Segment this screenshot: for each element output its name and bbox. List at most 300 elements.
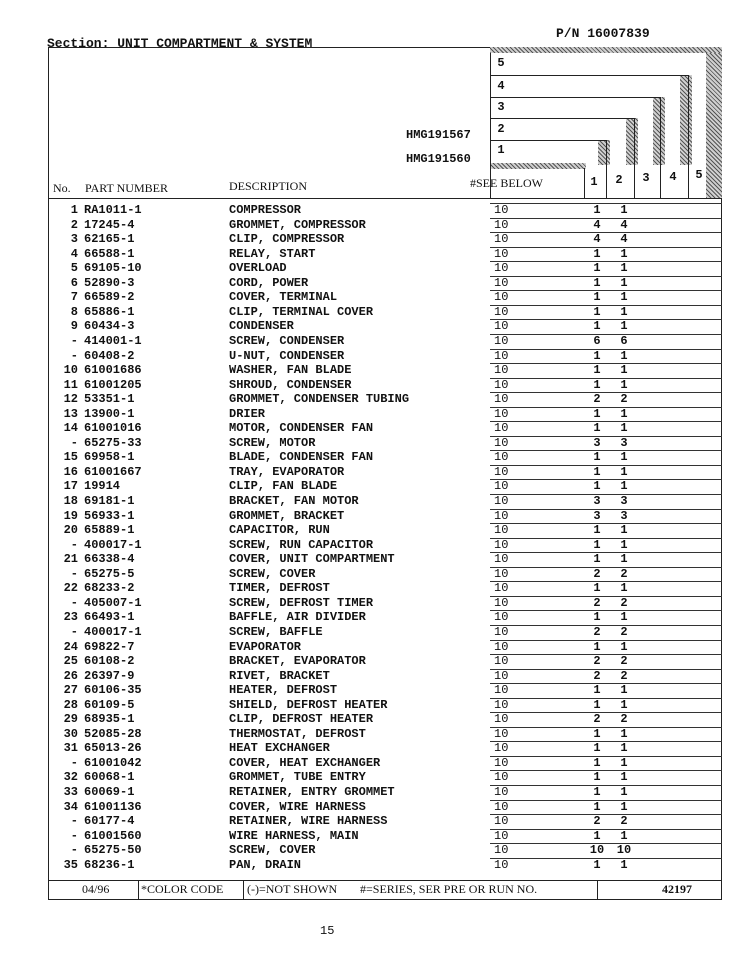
part-number: 60108-2 — [84, 654, 135, 669]
item-number: 32 — [63, 770, 78, 785]
quantity-model-2: 1 — [620, 304, 628, 319]
table-row — [0, 596, 750, 611]
quantity-model-1: 1 — [593, 319, 601, 334]
item-number: - — [70, 333, 78, 348]
part-number: 65275-5 — [84, 566, 135, 581]
section-label: Section: — [47, 36, 110, 51]
series-ref: 10 — [494, 654, 509, 669]
part-description: SCREW, RUN CAPACITOR — [229, 537, 374, 552]
part-description: GROMMET, CONDENSER TUBING — [229, 392, 410, 407]
series-ref: 10 — [494, 697, 509, 712]
quantity-model-2: 1 — [620, 639, 628, 654]
part-description: MOTOR, CONDENSER FAN — [229, 421, 374, 436]
quantity-model-2: 1 — [620, 523, 628, 538]
table-row — [0, 683, 750, 698]
part-number: 405007-1 — [84, 595, 142, 610]
part-description: CLIP, COMPRESSOR — [229, 232, 345, 247]
part-description: OVERLOAD — [229, 261, 287, 276]
series-ref: 10 — [494, 537, 509, 552]
part-description: COVER, WIRE HARNESS — [229, 799, 366, 814]
quantity-model-1: 1 — [593, 261, 601, 276]
model-number: HMG191567 — [406, 128, 471, 142]
quantity-model-1: 1 — [593, 479, 601, 494]
item-number: 15 — [63, 450, 78, 465]
series-ref: 10 — [494, 363, 509, 378]
item-number: - — [70, 537, 78, 552]
series-ref: 10 — [494, 581, 509, 596]
quantity-model-1: 2 — [593, 712, 601, 727]
series-ref: 10 — [494, 217, 509, 232]
item-number: 26 — [63, 668, 78, 683]
part-description: BRACKET, EVAPORATOR — [229, 654, 366, 669]
part-description: CORD, POWER — [229, 275, 309, 290]
item-number: 1 — [70, 203, 78, 217]
part-number: 60408-2 — [84, 348, 135, 363]
part-number: 414001-1 — [84, 333, 142, 348]
series-ref: 10 — [494, 552, 509, 567]
quantity-model-1: 1 — [593, 785, 601, 799]
table-row — [0, 741, 750, 756]
series-ref: 10 — [494, 479, 509, 494]
part-description: RETAINER, ENTRY GROMMET — [229, 785, 395, 799]
table-row — [0, 407, 750, 422]
quantity-model-1: 1 — [593, 203, 601, 217]
item-number: - — [70, 435, 78, 450]
table-row — [0, 363, 750, 378]
table-row — [0, 509, 750, 524]
part-description: HEAT EXCHANGER — [229, 741, 330, 756]
part-number: 69181-1 — [84, 494, 135, 508]
quantity-model-2: 1 — [620, 319, 628, 334]
part-number: 400017-1 — [84, 624, 142, 639]
quantity-model-1: 1 — [593, 610, 601, 625]
table-row — [0, 218, 750, 233]
quantity-model-1: 2 — [593, 668, 601, 683]
quantity-model-1: 1 — [593, 639, 601, 654]
part-description: COMPRESSOR — [229, 203, 302, 217]
series-ref: 10 — [494, 566, 509, 581]
part-description: BAFFLE, AIR DIVIDER — [229, 610, 366, 625]
item-number: 16 — [63, 464, 78, 479]
item-number: 10 — [63, 363, 78, 378]
quantity-model-1: 2 — [593, 814, 601, 829]
quantity-model-2: 1 — [620, 421, 628, 436]
series-ref: 10 — [494, 668, 509, 683]
part-description: GROMMET, COMPRESSOR — [229, 217, 366, 232]
table-row — [0, 436, 750, 451]
part-description: COVER, UNIT COMPARTMENT — [229, 552, 395, 567]
table-row — [0, 800, 750, 815]
quantity-model-2: 2 — [620, 712, 628, 727]
part-number: 61001042 — [84, 755, 142, 770]
item-number: - — [70, 755, 78, 770]
table-row — [0, 523, 750, 538]
item-number: 20 — [63, 523, 78, 538]
part-number: 65013-26 — [84, 741, 142, 756]
column-header-part-number: PART NUMBER — [85, 181, 168, 195]
item-number: 12 — [63, 392, 78, 407]
footer-date: 04/96 — [82, 882, 110, 896]
quantity-model-2: 2 — [620, 624, 628, 639]
quantity-model-1: 1 — [593, 857, 601, 872]
item-number: 34 — [63, 799, 78, 814]
part-description: COVER, HEAT EXCHANGER — [229, 755, 381, 770]
series-col-label: 1 — [590, 175, 598, 189]
quantity-model-1: 2 — [593, 595, 601, 610]
table-row — [0, 392, 750, 407]
part-number: 61001667 — [84, 464, 142, 479]
quantity-model-1: 1 — [593, 755, 601, 770]
quantity-model-2: 1 — [620, 348, 628, 363]
quantity-model-2: 3 — [620, 435, 628, 450]
quantity-model-1: 1 — [593, 828, 601, 843]
item-number: 17 — [63, 479, 78, 494]
quantity-model-1: 1 — [593, 726, 601, 741]
quantity-model-1: 6 — [593, 333, 601, 348]
quantity-model-1: 1 — [593, 464, 601, 479]
part-number: 66588-1 — [84, 246, 135, 261]
part-description: TRAY, EVAPORATOR — [229, 464, 345, 479]
quantity-model-2: 1 — [620, 464, 628, 479]
part-description: RETAINER, WIRE HARNESS — [229, 814, 388, 829]
series-box-label: 3 — [497, 100, 505, 114]
item-number: 24 — [63, 639, 78, 654]
quantity-model-1: 1 — [593, 552, 601, 567]
part-number: 60177-4 — [84, 814, 135, 829]
quantity-model-2: 1 — [620, 726, 628, 741]
table-row — [0, 276, 750, 291]
series-ref: 10 — [494, 523, 509, 538]
table-row — [0, 625, 750, 640]
page-mark: 15 — [320, 924, 335, 938]
part-description: CLIP, FAN BLADE — [229, 479, 338, 494]
quantity-model-1: 3 — [593, 494, 601, 508]
part-description: BLADE, CONDENSER FAN — [229, 450, 374, 465]
series-ref: 10 — [494, 828, 509, 843]
item-number: - — [70, 828, 78, 843]
series-col-label: 4 — [669, 170, 677, 184]
column-header-description: DESCRIPTION — [229, 179, 308, 193]
part-description: EVAPORATOR — [229, 639, 302, 654]
series-ref: 10 — [494, 464, 509, 479]
quantity-model-2: 1 — [620, 857, 628, 872]
quantity-model-2: 1 — [620, 275, 628, 290]
table-row — [0, 552, 750, 567]
item-number: - — [70, 843, 78, 858]
part-description: DRIER — [229, 406, 266, 421]
series-ref: 10 — [494, 319, 509, 334]
series-ref: 10 — [494, 683, 509, 698]
table-row — [0, 538, 750, 553]
quantity-model-2: 2 — [620, 392, 628, 407]
series-ref: 10 — [494, 203, 509, 217]
quantity-model-2: 1 — [620, 450, 628, 465]
part-description: CLIP, DEFROST HEATER — [229, 712, 374, 727]
series-box-label: 5 — [497, 56, 505, 70]
quantity-model-1: 3 — [593, 508, 601, 523]
table-row — [0, 567, 750, 582]
part-number: 52085-28 — [84, 726, 142, 741]
quantity-model-2: 4 — [620, 232, 628, 247]
item-number: 35 — [63, 857, 78, 872]
item-number: 23 — [63, 610, 78, 625]
item-number: - — [70, 814, 78, 829]
quantity-model-2: 1 — [620, 377, 628, 392]
item-number: 8 — [70, 304, 78, 319]
quantity-model-2: 1 — [620, 683, 628, 698]
series-col-label: 3 — [642, 171, 650, 185]
quantity-model-2: 1 — [620, 581, 628, 596]
part-number: 61001016 — [84, 421, 142, 436]
quantity-model-1: 1 — [593, 450, 601, 465]
series-ref: 10 — [494, 290, 509, 305]
quantity-model-2: 6 — [620, 333, 628, 348]
series-ref: 10 — [494, 508, 509, 523]
part-description: BRACKET, FAN MOTOR — [229, 494, 359, 508]
series-ref: 10 — [494, 275, 509, 290]
quantity-model-1: 1 — [593, 290, 601, 305]
quantity-model-2: 3 — [620, 494, 628, 508]
table-row — [0, 349, 750, 364]
part-number: 68233-2 — [84, 581, 135, 596]
table-row — [0, 232, 750, 247]
part-description: CLIP, TERMINAL COVER — [229, 304, 374, 319]
part-number: 60106-35 — [84, 683, 142, 698]
item-number: 11 — [63, 377, 78, 392]
quantity-model-1: 1 — [593, 741, 601, 756]
quantity-model-1: 1 — [593, 246, 601, 261]
table-row — [0, 858, 750, 873]
part-description: TIMER, DEFROST — [229, 581, 330, 596]
part-number: 69958-1 — [84, 450, 135, 465]
quantity-model-1: 1 — [593, 697, 601, 712]
table-row — [0, 334, 750, 349]
part-description: GROMMET, BRACKET — [229, 508, 345, 523]
footer-separator — [597, 880, 598, 900]
part-number: 62165-1 — [84, 232, 135, 247]
part-number: 69822-7 — [84, 639, 135, 654]
series-ref: 10 — [494, 755, 509, 770]
part-number: 56933-1 — [84, 508, 135, 523]
series-ref: 10 — [494, 610, 509, 625]
quantity-model-2: 1 — [620, 770, 628, 785]
part-description: SHIELD, DEFROST HEATER — [229, 697, 388, 712]
quantity-model-2: 1 — [620, 799, 628, 814]
quantity-model-1: 1 — [593, 581, 601, 596]
item-number: 9 — [70, 319, 78, 334]
part-description: WIRE HARNESS, MAIN — [229, 828, 359, 843]
footer-series-note: #=SERIES, SER PRE OR RUN NO. — [360, 882, 538, 896]
part-number: 68935-1 — [84, 712, 135, 727]
footer-separator — [138, 880, 139, 900]
part-description: GROMMET, TUBE ENTRY — [229, 770, 366, 785]
quantity-model-2: 1 — [620, 697, 628, 712]
part-number: 60434-3 — [84, 319, 135, 334]
quantity-model-1: 1 — [593, 363, 601, 378]
part-number-header: P/N 16007839 — [556, 26, 650, 41]
table-row — [0, 727, 750, 742]
series-ref: 10 — [494, 435, 509, 450]
quantity-model-1: 1 — [593, 348, 601, 363]
model-number: HMG191560 — [406, 152, 471, 166]
series-ref: 10 — [494, 232, 509, 247]
quantity-model-1: 1 — [593, 421, 601, 436]
quantity-model-1: 2 — [593, 654, 601, 669]
part-number: 69105-10 — [84, 261, 142, 276]
item-number: 30 — [63, 726, 78, 741]
item-number: 5 — [70, 261, 78, 276]
part-description: CAPACITOR, RUN — [229, 523, 330, 538]
part-description: WASHER, FAN BLADE — [229, 363, 352, 378]
item-number: 19 — [63, 508, 78, 523]
part-number: 65889-1 — [84, 523, 135, 538]
series-ref: 10 — [494, 421, 509, 436]
table-row — [0, 479, 750, 494]
quantity-model-2: 10 — [616, 843, 632, 858]
footer-not-shown: (-)=NOT SHOWN — [247, 882, 338, 896]
table-row — [0, 770, 750, 785]
part-description: SCREW, CONDENSER — [229, 333, 345, 348]
quantity-model-1: 2 — [593, 624, 601, 639]
item-number: 2 — [70, 217, 78, 232]
table-row — [0, 247, 750, 262]
quantity-model-1: 4 — [593, 232, 601, 247]
table-row — [0, 669, 750, 684]
part-number: 26397-9 — [84, 668, 135, 683]
part-number: 17245-4 — [84, 217, 135, 232]
part-number: 400017-1 — [84, 537, 142, 552]
table-row — [0, 378, 750, 393]
part-number: 65886-1 — [84, 304, 135, 319]
table-row — [0, 814, 750, 829]
item-number: 6 — [70, 275, 78, 290]
part-description: HEATER, DEFROST — [229, 683, 338, 698]
quantity-model-1: 1 — [593, 683, 601, 698]
quantity-model-2: 3 — [620, 508, 628, 523]
table-row — [0, 290, 750, 305]
part-number: 61001686 — [84, 363, 142, 378]
table-row — [0, 581, 750, 596]
part-description: SCREW, COVER — [229, 566, 316, 581]
quantity-model-2: 1 — [620, 785, 628, 799]
quantity-model-2: 1 — [620, 552, 628, 567]
quantity-model-1: 4 — [593, 217, 601, 232]
series-ref: 10 — [494, 333, 509, 348]
series-box-label: 4 — [497, 79, 505, 93]
part-description: SCREW, MOTOR — [229, 435, 316, 450]
part-description: SCREW, BAFFLE — [229, 624, 323, 639]
table-row — [0, 756, 750, 771]
quantity-model-2: 1 — [620, 537, 628, 552]
series-ref: 10 — [494, 770, 509, 785]
part-number: 60068-1 — [84, 770, 135, 785]
table-row — [0, 610, 750, 625]
table-row — [0, 465, 750, 480]
item-number: 25 — [63, 654, 78, 669]
column-header-no: No. — [53, 181, 71, 195]
series-ref: 10 — [494, 246, 509, 261]
series-ref: 10 — [494, 595, 509, 610]
item-number: 14 — [63, 421, 78, 436]
quantity-model-2: 2 — [620, 595, 628, 610]
table-row — [0, 203, 750, 218]
quantity-model-2: 1 — [620, 406, 628, 421]
footer-doc-number: 42197 — [662, 882, 692, 896]
series-ref: 10 — [494, 799, 509, 814]
part-description: SHROUD, CONDENSER — [229, 377, 352, 392]
item-number: 27 — [63, 683, 78, 698]
part-description: SCREW, COVER — [229, 843, 316, 858]
quantity-model-2: 1 — [620, 363, 628, 378]
series-ref: 10 — [494, 450, 509, 465]
part-number: 65275-50 — [84, 843, 142, 858]
table-row — [0, 261, 750, 276]
part-number: 52890-3 — [84, 275, 135, 290]
table-row — [0, 698, 750, 713]
part-number: 66589-2 — [84, 290, 135, 305]
quantity-model-2: 1 — [620, 479, 628, 494]
footer-separator — [243, 880, 244, 900]
table-row — [0, 712, 750, 727]
quantity-model-1: 1 — [593, 406, 601, 421]
series-ref: 10 — [494, 348, 509, 363]
quantity-model-1: 3 — [593, 435, 601, 450]
item-number: 3 — [70, 232, 78, 247]
table-row — [0, 654, 750, 669]
item-number: 18 — [63, 494, 78, 508]
series-box-label: 2 — [497, 122, 505, 136]
series-ref: 10 — [494, 857, 509, 872]
item-number: 13 — [63, 406, 78, 421]
quantity-model-2: 4 — [620, 217, 628, 232]
series-ref: 10 — [494, 406, 509, 421]
series-ref: 10 — [494, 741, 509, 756]
table-row — [0, 494, 750, 509]
quantity-model-1: 1 — [593, 275, 601, 290]
quantity-model-2: 2 — [620, 566, 628, 581]
quantity-model-1: 2 — [593, 566, 601, 581]
quantity-model-1: 1 — [593, 304, 601, 319]
item-number: - — [70, 595, 78, 610]
table-row — [0, 843, 750, 858]
part-description: RIVET, BRACKET — [229, 668, 330, 683]
column-header-see-below: #SEE BELOW — [470, 176, 543, 190]
part-number: 66493-1 — [84, 610, 135, 625]
part-number: 66338-4 — [84, 552, 135, 567]
series-col-label: 5 — [695, 168, 703, 182]
item-number: 31 — [63, 741, 78, 756]
quantity-model-2: 1 — [620, 741, 628, 756]
table-row — [0, 640, 750, 655]
item-number: 29 — [63, 712, 78, 727]
item-number: - — [70, 566, 78, 581]
quantity-model-2: 1 — [620, 203, 628, 217]
item-number: - — [70, 624, 78, 639]
item-number: 33 — [63, 785, 78, 799]
footer-color-code: *COLOR CODE — [141, 882, 224, 896]
quantity-model-2: 1 — [620, 261, 628, 276]
item-number: 28 — [63, 697, 78, 712]
quantity-model-2: 2 — [620, 814, 628, 829]
series-ref: 10 — [494, 261, 509, 276]
series-ref: 10 — [494, 392, 509, 407]
item-number: 22 — [63, 581, 78, 596]
part-number: 61001205 — [84, 377, 142, 392]
part-number: 68236-1 — [84, 857, 135, 872]
series-ref: 10 — [494, 304, 509, 319]
series-col-label: 2 — [615, 173, 623, 187]
part-number: RA1011-1 — [84, 203, 142, 217]
